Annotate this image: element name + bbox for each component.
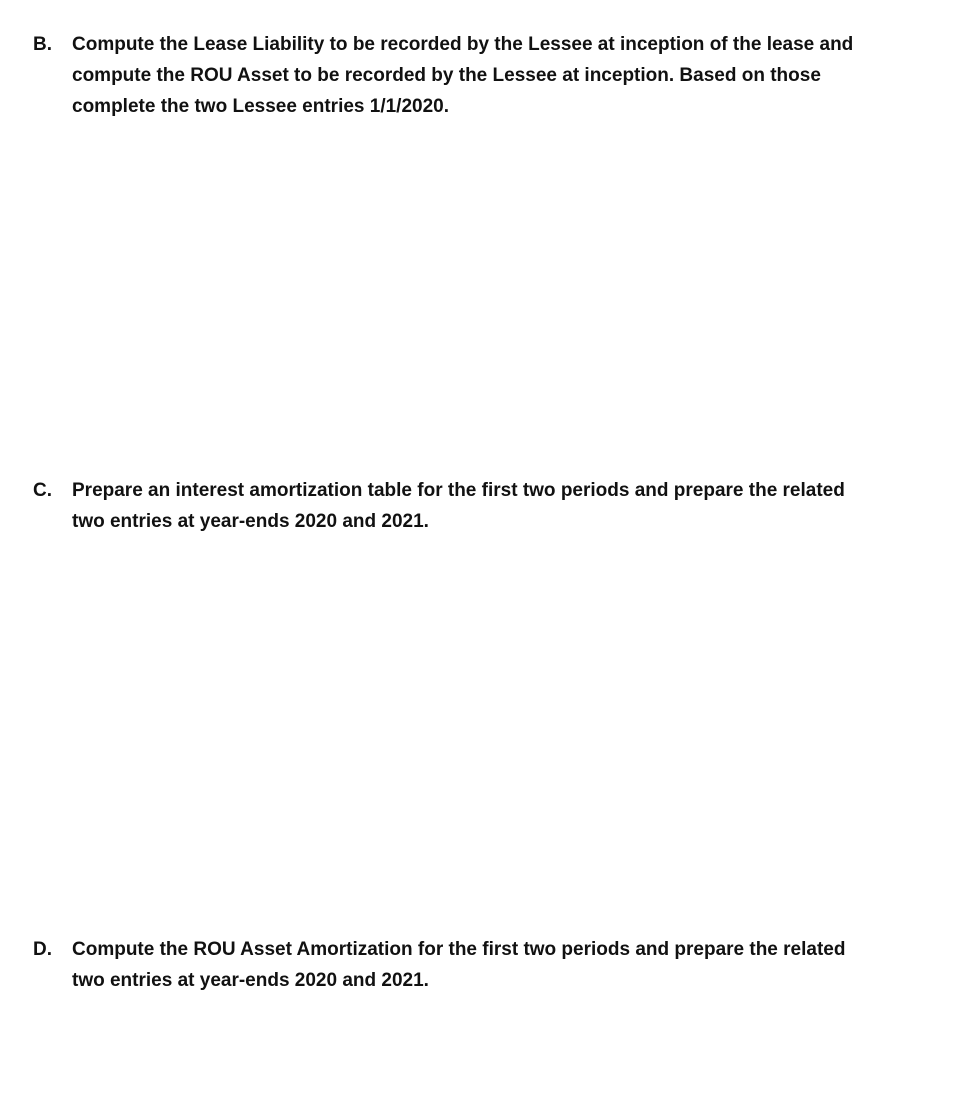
question-d-letter: D. [33, 939, 52, 960]
question-b-letter: B. [33, 34, 52, 55]
question-c-letter: C. [33, 480, 52, 501]
question-b [33, 29, 933, 122]
question-d [33, 934, 933, 996]
question-c [33, 475, 933, 537]
question-b-text: Compute the Lease Liability to be recorded by the Lessee at inception of the lease and compute the ROU Asset to be recorded by the Lessee at inception. Based on those complete the two Lessee entries 1/1/2020. [72, 34, 854, 117]
question-c-text: Prepare an interest amortization table for the first two periods and prepare the related two entries at year-ends 2020 and 2021. [72, 480, 845, 532]
question-d-text: Compute the ROU Asset Amortization for the first two periods and prepare the related two entries at year-ends 2020 and 2021. [72, 939, 846, 991]
